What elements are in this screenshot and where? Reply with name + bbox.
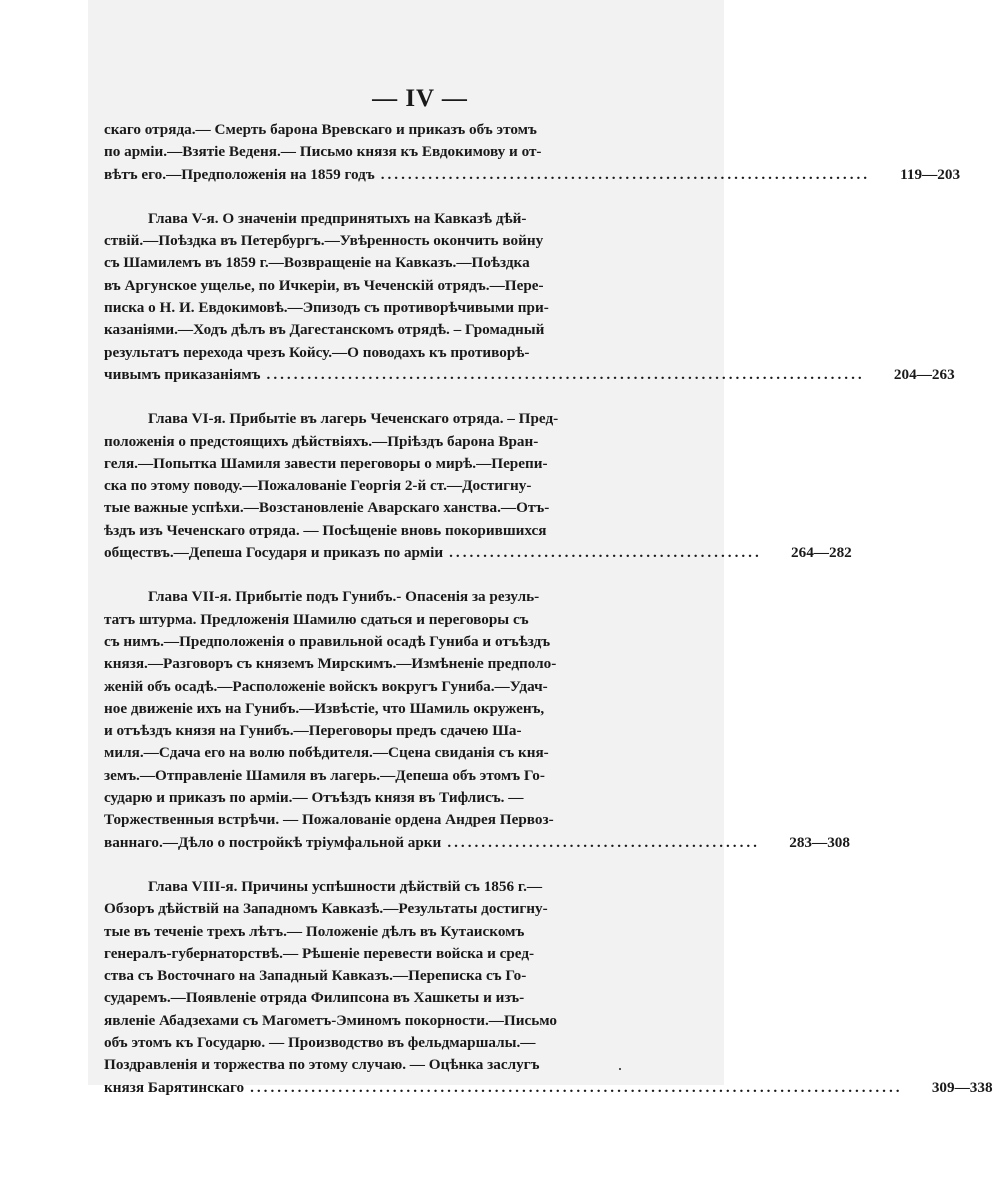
- toc-entry-tail: вѣтъ его.—Предположенія на 1859 годъ: [104, 165, 375, 183]
- leader-dots: ........................................................................: [380, 165, 871, 183]
- toc-line: ѣздъ изъ Чеченскаго отряда. — Посѣщеніе вновь покорившихся: [104, 521, 547, 539]
- page-number: — IV —: [372, 85, 468, 112]
- toc-line: земъ.—Отправленіе Шамиля въ лагерь.—Депеша объ этомъ Го-: [104, 766, 545, 784]
- toc-entry-tail: ваннаго.—Дѣло о постройкѣ тріумфальной арки: [104, 833, 442, 851]
- toc-line: Глава V-я. О значеніи предпринятыхъ на Кавказѣ дѣй-: [148, 209, 527, 227]
- toc-line: геля.—Попытка Шамиля завести переговоры о мирѣ.—Перепи-: [104, 454, 548, 472]
- page-range: 283—308: [789, 833, 850, 851]
- toc-line: по арміи.—Взятіе Веденя.— Письмо князя къ Евдокимову и от-: [104, 143, 542, 161]
- toc-line: женій объ осадѣ.—Расположеніе войскъ вокругъ Гуниба.—Удач-: [104, 677, 548, 695]
- leader-dots: ........................................................................................: [266, 365, 865, 383]
- leader-dots: ..............................................: [447, 833, 760, 851]
- toc-line-last: [104, 164, 961, 186]
- toc-entry-tail: чивымъ приказаніямъ: [104, 365, 261, 383]
- toc-line: тые въ теченіе трехъ лѣтъ.— Положеніе дѣлъ въ Кутаискомъ: [104, 922, 525, 940]
- toc-entry-tail: князя Барятинскаго: [104, 1078, 245, 1096]
- toc-line-last: [104, 832, 850, 854]
- toc-line: ства съ Восточнаго на Западный Кавказъ.—Переписка съ Го-: [104, 967, 527, 985]
- toc-line: и отъѣздъ князя на Гунибъ.—Переговоры предъ сдачею Ша-: [104, 722, 522, 740]
- toc-entry-tail: обществъ.—Депеша Государя и приказъ по арміи: [104, 544, 444, 562]
- toc-line: результатъ перехода чрезъ Койсу.—О поводахъ къ противорѣ-: [104, 343, 530, 361]
- table-of-contents: [104, 119, 993, 1121]
- toc-line: съ Шамилемъ въ 1859 г.—Возвращеніе на Кавказъ.—Поѣздка: [104, 254, 530, 272]
- toc-line: казаніями.—Ходъ дѣлъ въ Дагестанскомъ отрядѣ. – Громадный: [104, 321, 545, 339]
- toc-entry-chapter-4-continuation: [104, 119, 961, 186]
- leader-dots: ................................................................................................: [250, 1078, 903, 1096]
- toc-line: тые важные успѣхи.—Возстановленіе Аварскаго ханства.—Отъ-: [104, 499, 550, 517]
- toc-line: Обзоръ дѣйствій на Западномъ Кавказѣ.—Результаты достигну-: [104, 900, 548, 918]
- toc-line: ска по этому поводу.—Пожалованіе Георгія 2-й ст.—Достигну-: [104, 477, 532, 495]
- toc-entry-chapter-8: [104, 876, 993, 1099]
- toc-line: сударю и приказъ по арміи.— Отъѣздъ князя въ Тифлисъ. —: [104, 789, 524, 807]
- toc-line: миля.—Сдача его на волю побѣдителя.—Сцена свиданія съ кня-: [104, 744, 549, 762]
- toc-line: Глава VIII-я. Причины успѣшности дѣйствій съ 1856 г.—: [148, 877, 543, 895]
- toc-line: Торжественныя встрѣчи. — Пожалованіе ордена Андрея Первоз-: [104, 811, 554, 829]
- toc-line: скаго отряда.— Смерть барона Вревскаго и приказъ объ этомъ: [104, 121, 537, 138]
- speck-mark: [619, 1068, 621, 1070]
- toc-entry-chapter-6: [104, 408, 852, 564]
- page-range: 264—282: [791, 544, 852, 562]
- toc-line: Глава VII-я. Прибытіе подъ Гунибъ.- Опасенія за резуль-: [148, 588, 540, 606]
- toc-line: сударемъ.—Появленіе отряда Филипсона въ Хашкеты и изъ-: [104, 989, 525, 1007]
- toc-line: генералъ-губернаторствѣ.— Рѣшеніе перевести войска и сред-: [104, 944, 535, 962]
- toc-line: Поздравленія и торжества по этому случаю. — Оцѣнка заслугъ: [104, 1056, 540, 1074]
- toc-line: князя.—Разговоръ съ княземъ Мирскимъ.—Измѣненіе предполо-: [104, 655, 557, 673]
- toc-line: ствій.—Поѣздка въ Петербургъ.—Увѣренность окончить войну: [104, 232, 544, 250]
- toc-line: съ нимъ.—Предположенія о правильной осадѣ Гуниба и отъѣздъ: [104, 632, 551, 650]
- toc-line: писка о Н. И. Евдокимовѣ.—Эпизодъ съ противорѣчивыми при-: [104, 299, 549, 317]
- page-range: 119—203: [900, 165, 961, 183]
- toc-line-last: [104, 364, 955, 386]
- toc-line: явленіе Абадзехами съ Магометъ-Эминомъ покорности.—Письмо: [104, 1011, 557, 1029]
- toc-line-last: [104, 1077, 993, 1099]
- leader-dots: ..............................................: [449, 544, 762, 562]
- toc-line: ное движеніе ихъ на Гунибъ.—Извѣстіе, что Шамиль окруженъ,: [104, 699, 545, 717]
- toc-line: положенія о предстоящихъ дѣйствіяхъ.—Пріѣздъ барона Вран-: [104, 432, 539, 450]
- toc-line-last: [104, 542, 852, 564]
- toc-line: объ этомъ къ Государю. — Производство въ фельдмаршалы.—: [104, 1033, 536, 1051]
- toc-line: татъ штурма. Предложенія Шамилю сдаться и переговоры съ: [104, 610, 529, 628]
- toc-entry-chapter-7: [104, 586, 850, 854]
- toc-entry-chapter-5: [104, 208, 955, 386]
- page-range: 204—263: [893, 365, 955, 383]
- toc-line: Глава VI-я. Прибытіе въ лагерь Чеченскаго отряда. – Пред-: [148, 410, 559, 428]
- toc-line: въ Аргунское ущелье, по Ичкеріи, въ Чеченскій отрядъ.—Пере-: [104, 276, 544, 294]
- page-range: 309—338: [931, 1078, 993, 1096]
